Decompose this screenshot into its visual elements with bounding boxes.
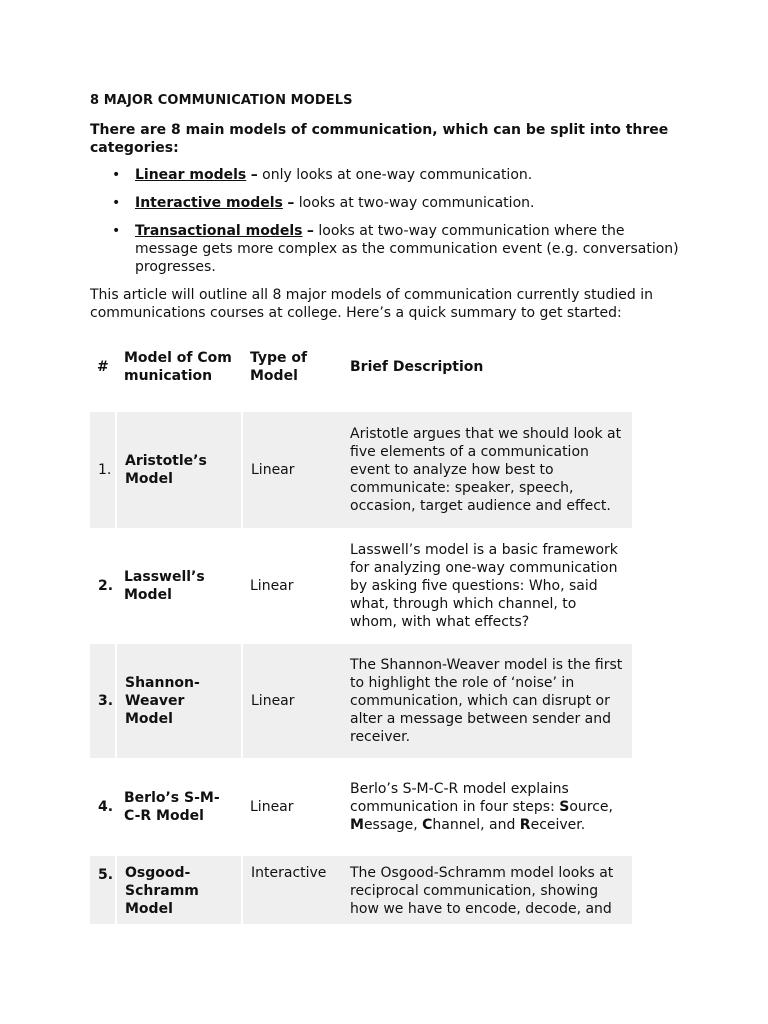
row-model: Shannon-Weaver Model — [116, 644, 242, 758]
row-type: Linear — [250, 799, 294, 815]
row-number: 4. — [98, 799, 114, 815]
row-model: Berlo’s S-M-C-R Model — [124, 790, 220, 824]
row-description: Lasswell’s model is a basic framework for analyzing one-way communication by asking five questions: Who, said what, through which channel, to whom, with what effects? — [350, 542, 618, 630]
summary-paragraph: This article will outline all 8 major models of communication currently studied in communications courses at college. Here’s a quick summary to get started: — [90, 287, 653, 321]
table-header-row — [90, 332, 632, 402]
table-row — [90, 412, 632, 528]
row-number: 3. — [90, 644, 116, 758]
category-dash: – — [250, 167, 258, 183]
table-row — [90, 644, 632, 758]
row-model: Osgood-Schramm Model — [116, 856, 242, 924]
document-title: 8 MAJOR COMMUNICATION MODELS — [90, 93, 353, 108]
bullet-icon: • — [112, 223, 121, 239]
intro-text: There are 8 main models of communication, which can be split into three categories: — [90, 122, 669, 156]
category-term: Transactional models — [135, 223, 303, 239]
category-description: only looks at one-way communication. — [257, 167, 533, 183]
row-type: Linear — [250, 578, 294, 594]
category-term: Interactive models — [135, 195, 283, 211]
category-list — [90, 166, 690, 286]
table-row — [90, 528, 632, 644]
table-row — [90, 758, 632, 856]
category-dash: – — [287, 195, 295, 211]
header-number: # — [90, 332, 116, 402]
category-dash: – — [306, 223, 314, 239]
category-description: looks at two-way communication. — [294, 195, 535, 211]
row-description: The Osgood-Schramm model looks at reciprocal communication, showing how we have to encode, decode, and — [338, 856, 632, 924]
list-item — [90, 194, 690, 212]
row-type: Linear — [242, 412, 338, 528]
bullet-icon: • — [112, 195, 121, 211]
header-type: Type of Model — [242, 332, 338, 402]
list-item — [90, 166, 690, 184]
row-type: Linear — [242, 644, 338, 758]
row-model: Lasswell’s Model — [124, 569, 205, 603]
row-description: The Shannon-Weaver model is the first to highlight the role of ‘noise’ in communication, which can disrupt or alter a message between sender and receiver. — [338, 644, 632, 758]
bullet-icon: • — [112, 167, 121, 183]
table-row — [90, 856, 632, 924]
row-number: 5. — [90, 856, 116, 924]
row-description: Berlo’s S-M-C-R model explains communication in four steps: Source, Message, Channel, and Receiver. — [350, 781, 613, 833]
category-description: looks at two-way communication where the message gets more complex as the communication event (e.g. conversation) progresses. — [135, 223, 679, 275]
category-term: Linear models — [135, 167, 247, 183]
row-type: Interactive — [242, 856, 338, 924]
models-table — [90, 332, 632, 924]
header-model: Model of Communication — [116, 332, 242, 402]
header-description: Brief Description — [338, 332, 632, 402]
row-model: Aristotle’s Model — [116, 412, 242, 528]
list-item — [90, 222, 690, 276]
row-number: 2. — [98, 578, 114, 594]
row-description: Aristotle argues that we should look at five elements of a communication event to analyze how best to communicate: speaker, speech, occasion, target audience and effect. — [338, 412, 632, 528]
row-number: 1. — [90, 412, 116, 528]
